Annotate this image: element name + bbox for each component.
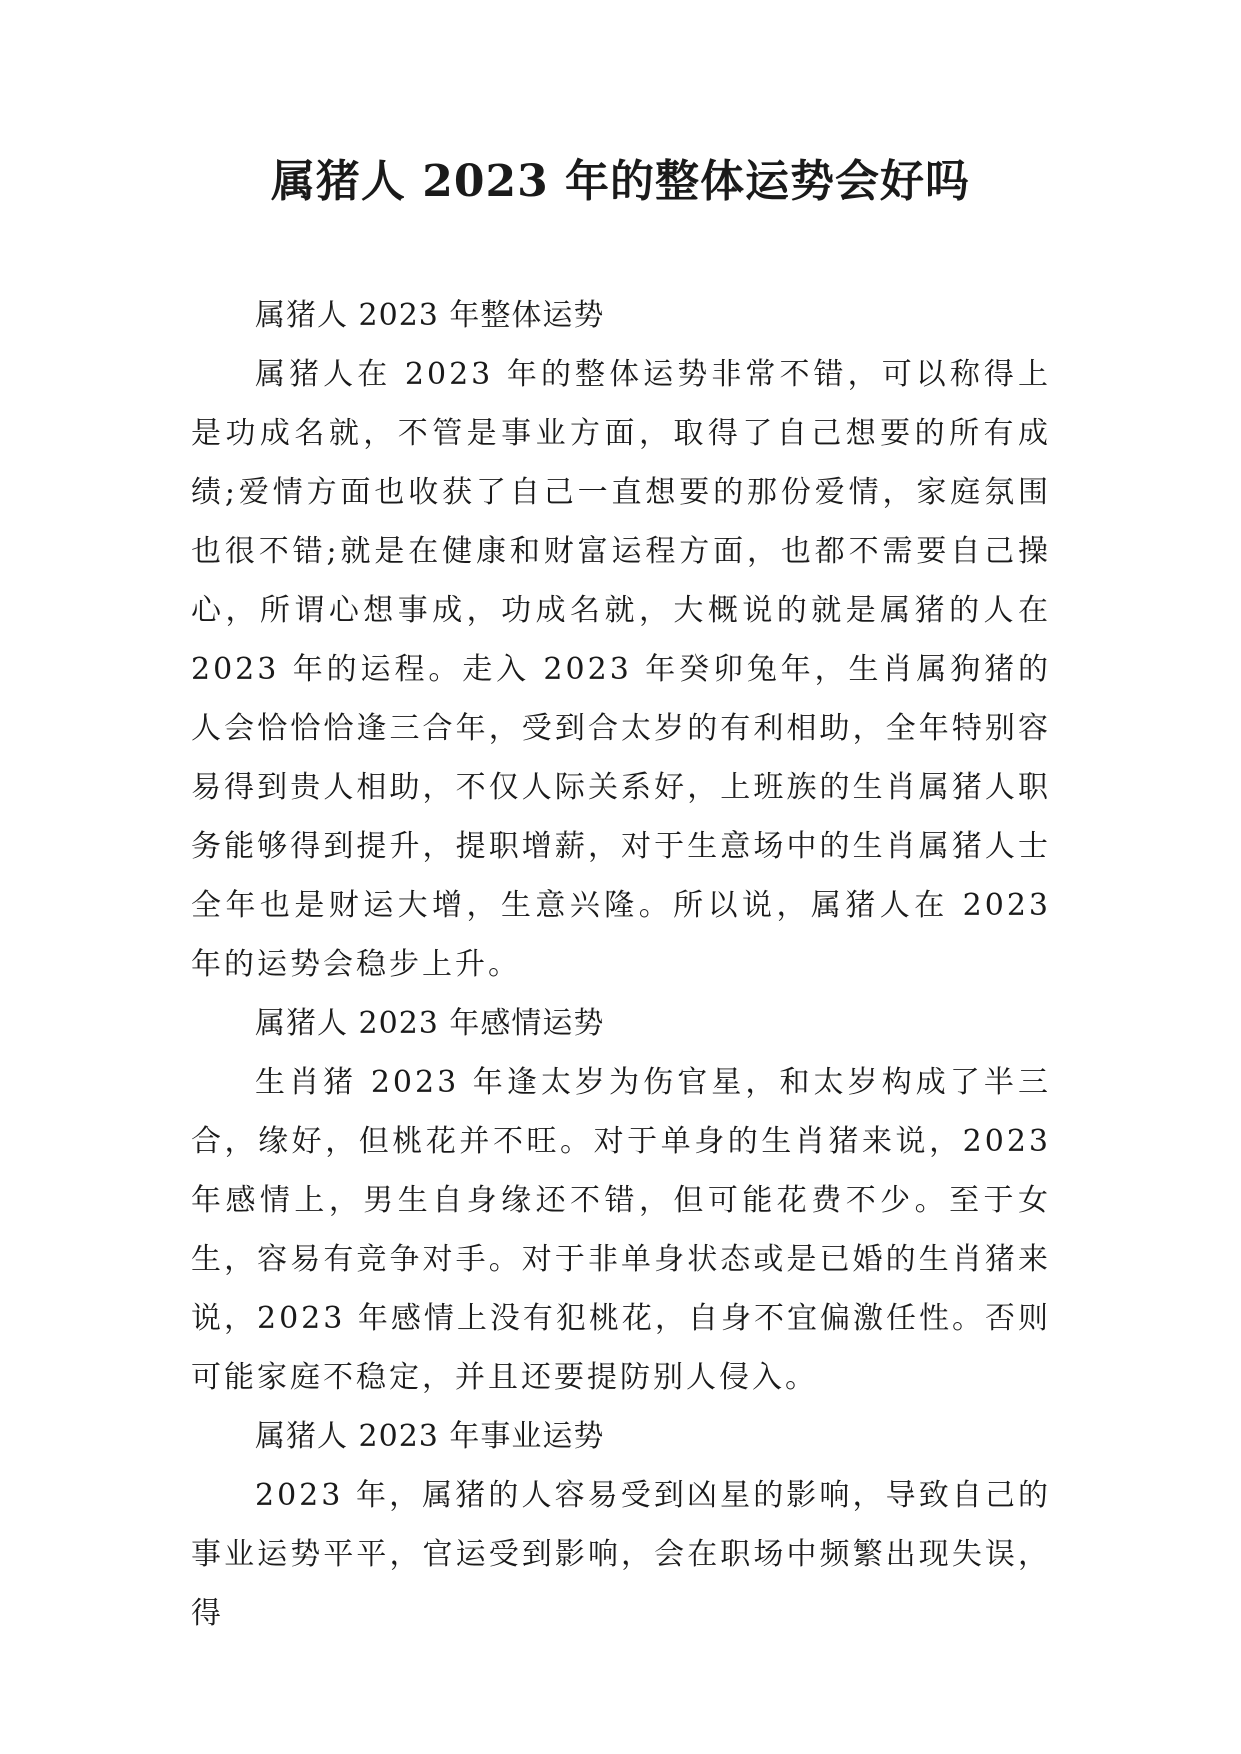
section-love <box>191 994 1051 1407</box>
section-paragraph: 属猪人在 2023 年的整体运势非常不错，可以称得上是功成名就，不管是事业方面，取得了自己想要的所有成绩;爱情方面也收获了自己一直想要的那份爱情，家庭氛围也很不错;就是在健康和财富运程方面，也都不需要自己操心，所谓心想事成，功成名就，大概说的就是属猪的人在 2023 年的运程。走入 2023 年癸卯兔年，生肖属狗猪的人会恰恰恰逢三合年，受到合太岁的有利相助，全年特别容易得到贵人相助，不仅人际关系好，上班族的生肖属猪人职务能够得到提升，提职增薪，对于生意场中的生肖属猪人士全年也是财运大增，生意兴隆。所以说，属猪人在 2023 年的运势会稳步上升。 <box>191 357 1051 982</box>
section-paragraph: 2023 年，属猪的人容易受到凶星的影响，导致自己的事业运势平平，官运受到影响，会在职场中频繁出现失误，得 <box>191 1478 1051 1631</box>
document-title: 属猪人 2023 年的整体运势会好吗 <box>270 156 971 207</box>
document-body <box>191 286 1051 1643</box>
section-heading: 属猪人 2023 年事业运势 <box>255 1419 605 1454</box>
section-heading: 属猪人 2023 年整体运势 <box>255 298 605 333</box>
section-heading: 属猪人 2023 年感情运势 <box>255 1006 605 1041</box>
section-overall <box>191 286 1051 994</box>
section-paragraph: 生肖猪 2023 年逢太岁为伤官星，和太岁构成了半三合，缘好，但桃花并不旺。对于单身的生肖猪来说，2023 年感情上，男生自身缘还不错，但可能花费不少。至于女生，容易有竞争对手。对于非单身状态或是已婚的生肖猪来说，2023 年感情上没有犯桃花，自身不宜偏激任性。否则可能家庭不稳定，并且还要提防别人侵入。 <box>191 1065 1051 1395</box>
section-career <box>191 1407 1051 1643</box>
